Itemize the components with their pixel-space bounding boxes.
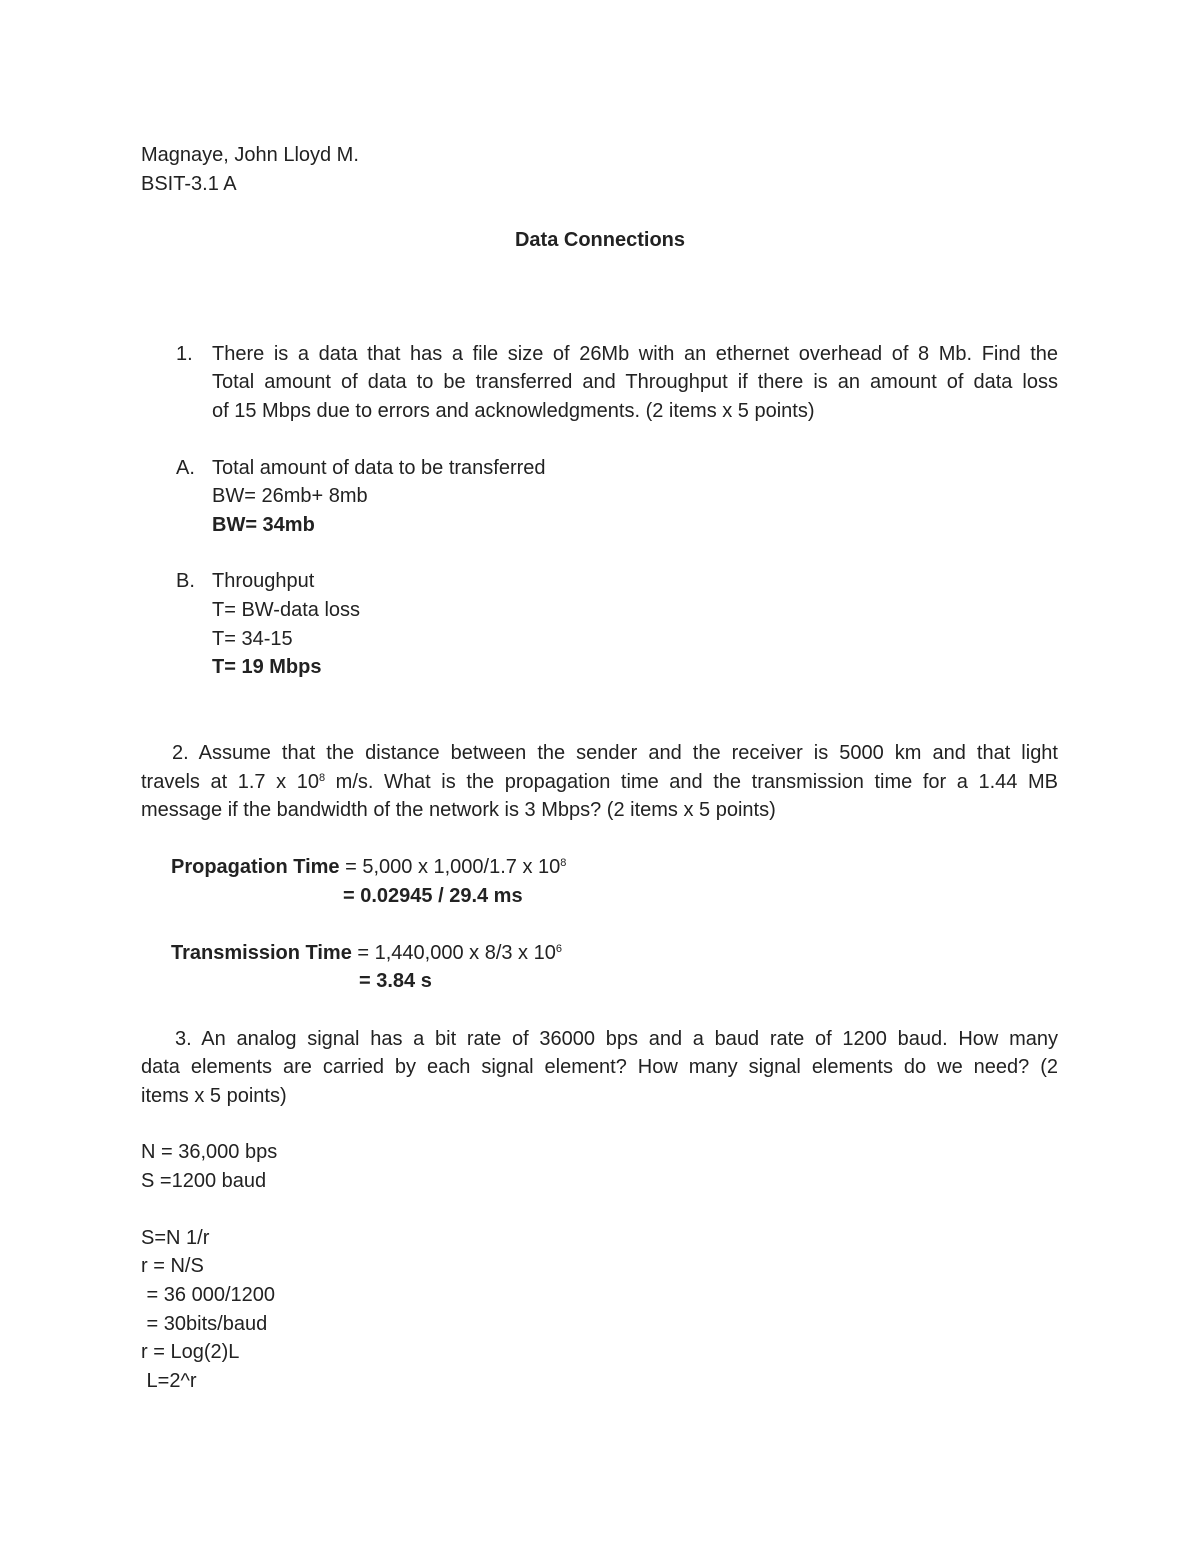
- propagation-time-answer: = 0.02945 / 29.4 ms: [343, 885, 523, 907]
- q1-b-step-2: T= 34-15: [212, 628, 293, 650]
- q1-b-step-1: T= BW-data loss: [212, 599, 361, 621]
- q2-line-2-end: m/s. What is the propagation time and the transmission time for a 1.44 MB: [325, 771, 1058, 793]
- propagation-time-formula: = 5,000 x 1,000/1.7 x 10: [339, 856, 561, 878]
- page-title: Data Connections: [514, 229, 686, 251]
- q3-line-1: 3. An analog signal has a bit rate of 36000 bps and a baud rate of 1200 baud. How many: [175, 1028, 1058, 1050]
- propagation-time-label: Propagation Time: [171, 856, 340, 878]
- q2-line-2-start: travels at 1.7 x 10: [141, 771, 319, 793]
- q1-a-label: A.: [176, 457, 195, 479]
- q3-work-line: r = N/S: [141, 1255, 204, 1277]
- q3-work-line: = 36 000/1200: [141, 1284, 276, 1306]
- q3-work-line: r = Log(2)L: [141, 1341, 240, 1363]
- q1-a-heading: Total amount of data to be transferred: [212, 457, 546, 479]
- q3-line-2: data elements are carried by each signal element? How many signal elements do we need? (2: [141, 1056, 1058, 1078]
- propagation-time-exponent: 8: [560, 857, 567, 869]
- q1-line-2: Total amount of data to be transferred and Throughput if there is an amount of data loss: [212, 371, 1058, 393]
- q3-work-line: = 30bits/baud: [141, 1313, 268, 1335]
- q3-work-line: L=2^r: [141, 1370, 197, 1392]
- transmission-time-label: Transmission Time: [171, 942, 352, 964]
- q1-number: 1.: [176, 343, 193, 365]
- q2-line-2-exponent: 8: [318, 772, 326, 784]
- q2-line-2: [141, 768, 1058, 796]
- q1-line-1: There is a data that has a file size of 26Mb with an ethernet overhead of 8 Mb. Find the: [212, 343, 1058, 365]
- transmission-time-answer: = 3.84 s: [359, 970, 432, 992]
- transmission-time-formula: = 1,440,000 x 8/3 x 10: [351, 942, 556, 964]
- transmission-time-exponent: 6: [555, 943, 562, 955]
- transmission-time-line: [171, 939, 562, 967]
- q1-a-answer: BW= 34mb: [212, 514, 315, 536]
- q3-work-line: S=N 1/r: [141, 1227, 210, 1249]
- q1-line-3: of 15 Mbps due to errors and acknowledgments. (2 items x 5 points): [212, 400, 815, 422]
- q1-b-answer: T= 19 Mbps: [212, 656, 322, 678]
- q3-given-bit-rate: N = 36,000 bps: [141, 1141, 278, 1163]
- q1-a-step-1: BW= 26mb+ 8mb: [212, 485, 368, 507]
- propagation-time-line: [171, 853, 566, 881]
- q1-b-heading: Throughput: [212, 570, 315, 592]
- q1-b-label: B.: [176, 570, 195, 592]
- q2-line-3: message if the bandwidth of the network is 3 Mbps? (2 items x 5 points): [141, 799, 776, 821]
- q2-line-1: 2. Assume that the distance between the sender and the receiver is 5000 km and that light: [172, 742, 1058, 764]
- q3-given-baud-rate: S =1200 baud: [141, 1170, 267, 1192]
- student-name: Magnaye, John Lloyd M.: [141, 144, 359, 166]
- student-section: BSIT-3.1 A: [141, 173, 237, 195]
- q3-line-3: items x 5 points): [141, 1085, 287, 1107]
